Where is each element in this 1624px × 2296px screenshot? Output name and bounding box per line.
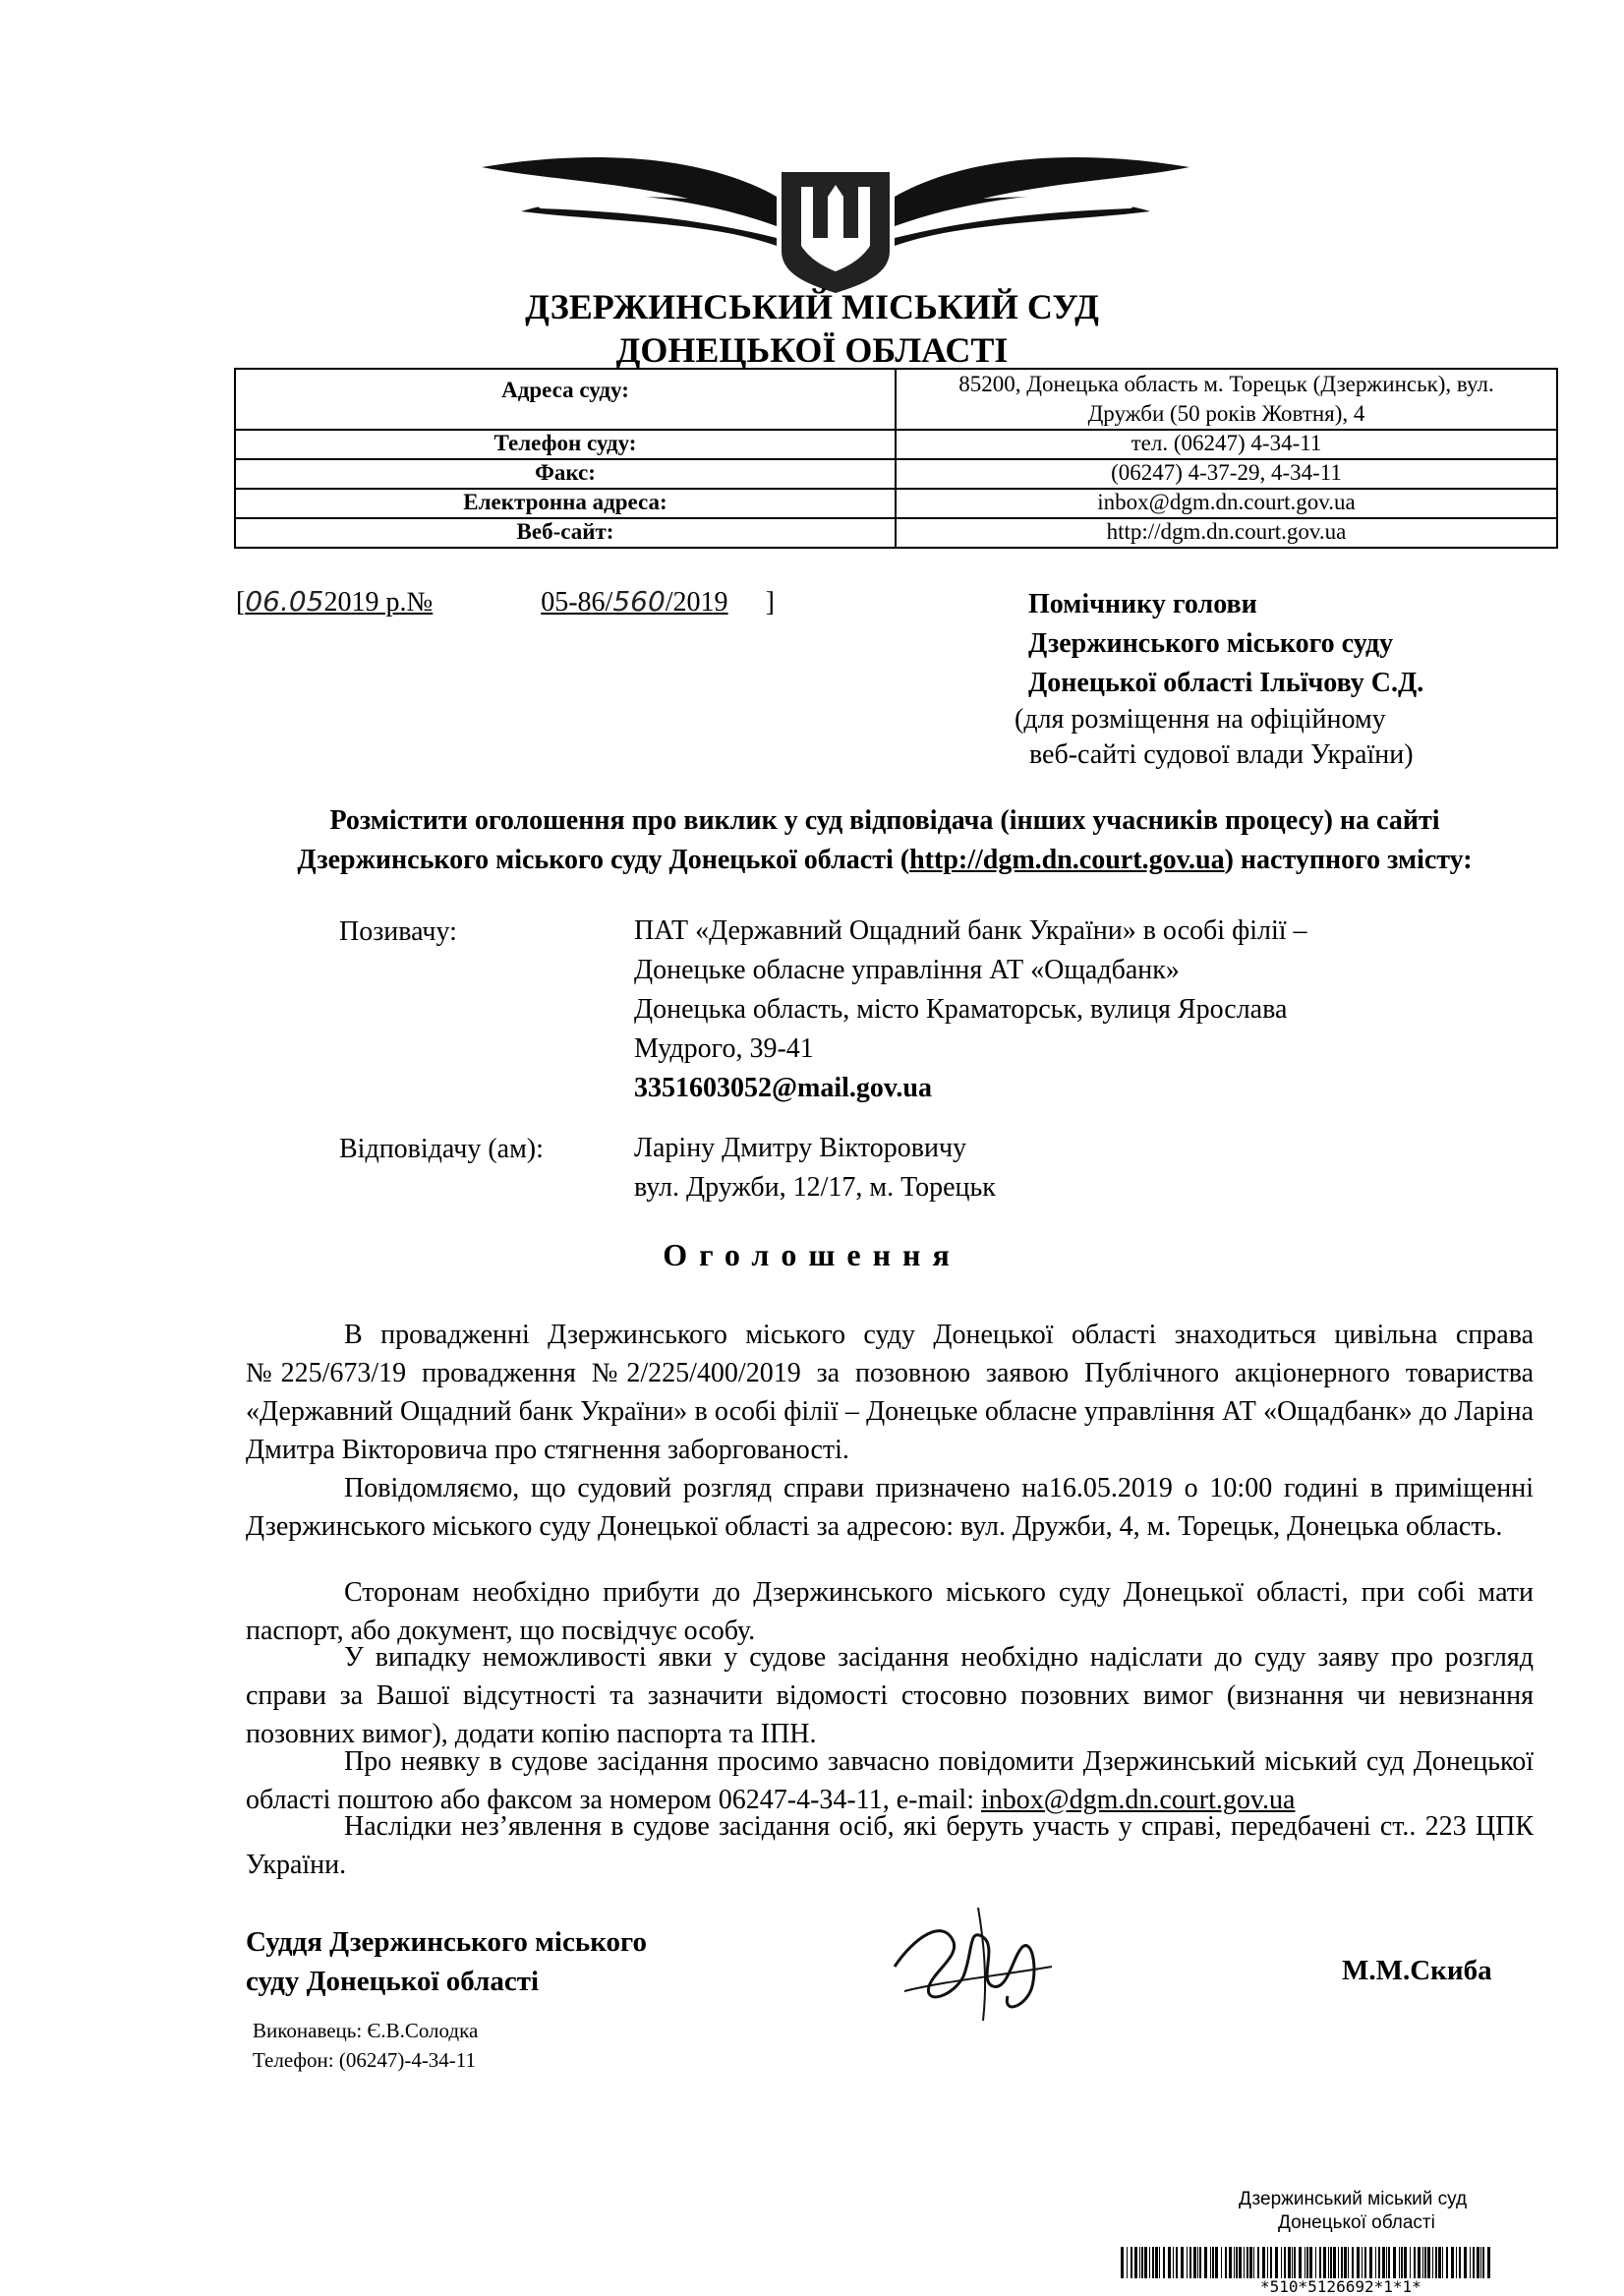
judge-name: М.М.Скиба	[1342, 1955, 1492, 1986]
phone-value: тел. (06247) 4-34-11	[896, 430, 1557, 459]
reference-number: [06.052019 р.№ 05-86/560/2019 ]	[236, 585, 775, 618]
body-paragraph-5: Про неявку в судове засідання просимо завчасно повідомити Дзержинський міський суд Донецької області поштою або факсом за номером 06247-4-34-11, e-mail: inbox@dgm.dn.court.gov.ua	[246, 1746, 1534, 1815]
announcement-title: Оголошення	[663, 1237, 961, 1272]
body-paragraph-3: Сторонам необхідно прибути до Дзержинського міського суду Донецької області, при собі мати паспорт, або документ, що посвідчує особу.	[246, 1577, 1534, 1646]
request-line1: Розмістити оголошення про виклик у суд відповідача (інших учасників процесу) на сайті	[329, 805, 1440, 836]
table-row	[235, 369, 1557, 430]
executor-name: Виконавець: Є.В.Солодка	[253, 2019, 479, 2042]
fax-value: (06247) 4-37-29, 4-34-11	[896, 459, 1557, 489]
handwritten-number: 560	[612, 585, 666, 618]
court-name-line2: ДОНЕЦЬКОЇ ОБЛАСТІ	[615, 330, 1009, 370]
court-email-link[interactable]: inbox@dgm.dn.court.gov.ua	[981, 1785, 1296, 1815]
website-value: http://dgm.dn.court.gov.ua	[896, 518, 1557, 548]
website-label: Веб-сайт:	[235, 518, 896, 548]
barcode-number: *510*5126692*1*1*	[1260, 2277, 1421, 2296]
email-value: inbox@dgm.dn.court.gov.ua	[896, 489, 1557, 518]
court-name-line1: ДЗЕРЖИНСЬКИЙ МІСЬКИЙ СУД	[525, 287, 1099, 326]
registry-stamp-line2: Донецької області	[1278, 2212, 1435, 2233]
handwritten-signature	[885, 1898, 1062, 2026]
phone-label: Телефон суду:	[235, 430, 896, 459]
table-row	[235, 430, 1557, 459]
trident-emblem-icon	[482, 128, 1189, 295]
plaintiff-email: 3351603052@mail.gov.ua	[634, 1073, 932, 1103]
body-paragraph-6: Наслідки нез’явлення в судове засідання осіб, які беруть участь у справі, передбачені ст.. 223 ЦПК України.	[246, 1811, 1534, 1880]
table-row	[235, 489, 1557, 518]
body-paragraph-1: В провадженні Дзержинського міського суду Донецької області знаходиться цивільна справа №225/673/19 провадження №2/225/400/2019 за позовною заявою Публічного акціонерного товариства «Державний Ощадний банк України» в особі філії – Донецьке обласне управління АТ «Ощадбанк» до Ларіна Дмитра Вікторовича про стягнення заборгованості.	[246, 1320, 1534, 1465]
email-label: Електронна адреса:	[235, 489, 896, 518]
executor-phone: Телефон: (06247)-4-34-11	[253, 2048, 477, 2072]
table-row	[235, 518, 1557, 548]
body-paragraph-4: У випадку неможливості явки у судове засідання необхідно надіслати до суду заяву про розгляд справи за Вашої відсутності та зазначити відомості стосовно позовних вимог (визнання чи невизнання позовних вимог), додати копію паспорта та ІПН.	[246, 1642, 1534, 1749]
judge-title-line1: Суддя Дзержинського міського	[246, 1926, 647, 1958]
barcode	[1121, 2247, 1494, 2278]
address-value: 85200, Донецька область м. Торецьк (Дзержинськ), вул. Дружби (50 років Жовтня), 4	[896, 369, 1557, 430]
body-paragraph-2: Повідомляємо, що судовий розгляд справи призначено на16.05.2019 о 10:00 годині в приміщенні Дзержинського міського суду Донецької області за адресою: вул. Дружби, 4, м. Торецьк, Донецька область.	[246, 1473, 1534, 1542]
judge-title-line2: суду Донецької області	[246, 1966, 540, 1997]
defendant-details: Ларіну Дмитру Вікторовичу вул. Дружби, 12/17, м. Торецьк	[634, 1133, 996, 1203]
registry-stamp-line1: Дзержинський міський суд	[1239, 2189, 1468, 2209]
address-label: Адреса суду:	[235, 369, 896, 430]
court-info-table	[234, 368, 1558, 549]
recipient-line5: веб-сайті судової влади України)	[1029, 739, 1414, 770]
fax-label: Факс:	[235, 459, 896, 489]
court-website-link[interactable]: http://dgm.dn.court.gov.ua	[909, 845, 1225, 875]
recipient-line3: Донецької області Ільїчову С.Д.	[1028, 668, 1424, 698]
handwritten-date: 06.05	[245, 585, 324, 618]
recipient-line2: Дзержинського міського суду	[1028, 628, 1394, 659]
defendant-label: Відповідачу (ам):	[339, 1134, 544, 1164]
plaintiff-label: Позивачу:	[339, 916, 457, 947]
request-line2: Дзержинського міського суду Донецької області (http://dgm.dn.court.gov.ua) наступного змісту:	[297, 845, 1473, 875]
table-row	[235, 459, 1557, 489]
recipient-line1: Помічнику голови	[1028, 589, 1257, 619]
plaintiff-details: ПАТ «Державний Ощадний банк України» в особі філії – Донецьке обласне управління АТ «Ощадбанк» Донецька область, місто Краматорськ, вулиця Ярослава Мудрого, 39-41 3351603052@mail.gov.ua	[634, 912, 1307, 1108]
recipient-line4: (для розміщення на офіційному	[1015, 704, 1386, 735]
